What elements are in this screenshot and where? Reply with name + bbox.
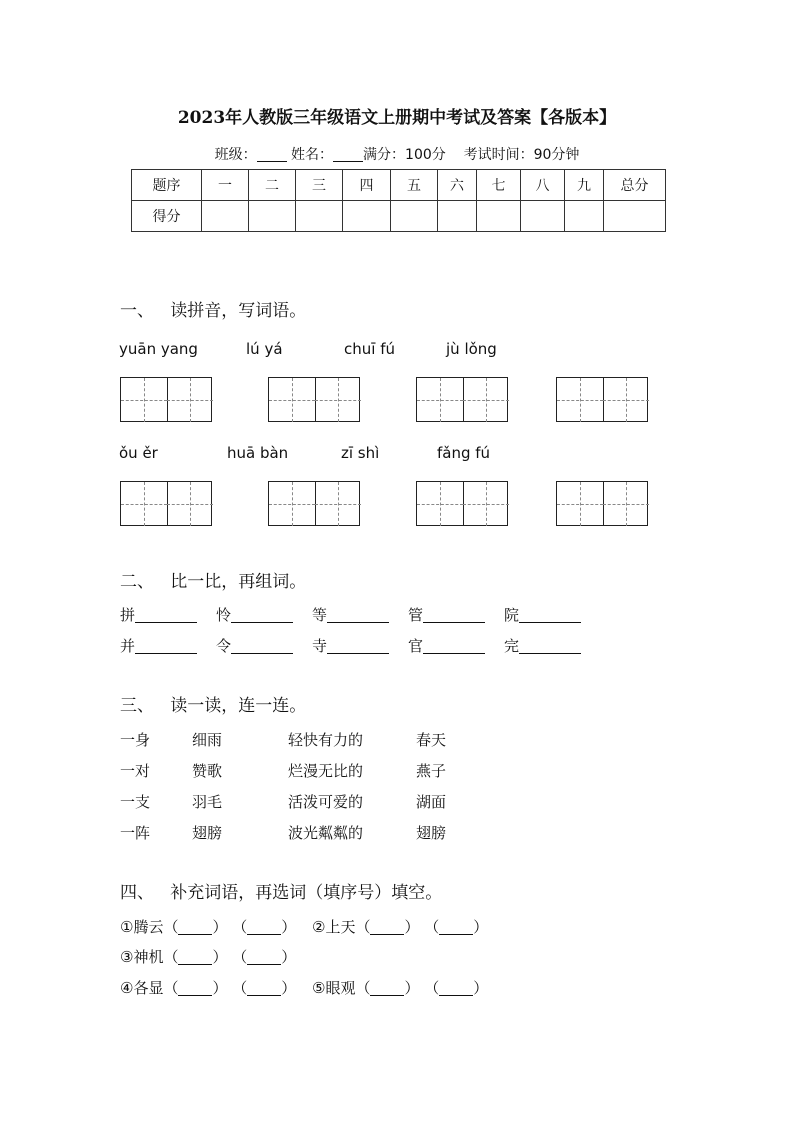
match-word[interactable]: 波光粼粼的 xyxy=(288,824,364,842)
page-title: 2023年人教版三年级语文上册期中考试及答案【各版本】 xyxy=(177,108,617,128)
score-header-cell: 二 xyxy=(249,170,296,201)
compare-char: 拼 xyxy=(120,606,136,624)
compare-char: 管 xyxy=(408,606,424,624)
answer-blank[interactable] xyxy=(247,920,281,935)
answer-blank[interactable] xyxy=(178,981,212,996)
score-header-cell: 五 xyxy=(391,170,438,201)
compare-char: 等 xyxy=(312,606,328,624)
compare-char: 怜 xyxy=(216,606,232,624)
score-header-cell: 总分 xyxy=(604,170,666,201)
score-header-cell: 九 xyxy=(565,170,604,201)
pinyin-label: chuī fú xyxy=(344,340,395,358)
score-header-cell: 八 xyxy=(521,170,565,201)
word-compare-item xyxy=(120,635,197,656)
match-word[interactable]: 翅膀 xyxy=(192,824,223,842)
answer-blank[interactable] xyxy=(327,608,389,623)
idiom-item: ④各显（ ） （ ） xyxy=(120,979,297,997)
score-cell[interactable] xyxy=(296,201,343,232)
score-header-cell: 四 xyxy=(343,170,391,201)
pinyin-label: ǒu ěr xyxy=(119,444,158,462)
section-3-heading xyxy=(120,691,306,716)
idiom-item: ③神机（ ） （ ） xyxy=(120,948,297,966)
answer-blank[interactable] xyxy=(231,608,293,623)
writing-box[interactable] xyxy=(120,481,212,526)
pinyin-label: huā bàn xyxy=(227,444,289,462)
class-label: 班级： xyxy=(214,147,257,163)
answer-blank[interactable] xyxy=(439,981,473,996)
match-word[interactable]: 轻快有力的 xyxy=(288,731,364,749)
score-cell[interactable] xyxy=(391,201,438,232)
section-number: 四、 xyxy=(120,883,154,903)
word-compare-item xyxy=(120,604,197,625)
answer-blank[interactable] xyxy=(178,950,212,965)
section-number: 三、 xyxy=(120,696,154,716)
score-cell[interactable] xyxy=(202,201,249,232)
answer-blank[interactable] xyxy=(135,608,197,623)
match-word[interactable]: 一支 xyxy=(120,793,151,811)
score-header-cell: 三 xyxy=(296,170,343,201)
match-word[interactable]: 一阵 xyxy=(120,824,151,842)
score-cell[interactable] xyxy=(604,201,666,232)
section-number: 一、 xyxy=(120,301,154,321)
answer-blank[interactable] xyxy=(231,639,293,654)
match-word[interactable]: 烂漫无比的 xyxy=(288,762,364,780)
word-compare-item xyxy=(216,604,293,625)
score-table xyxy=(131,169,666,232)
full-score: 满分：100分 xyxy=(363,147,446,163)
idiom-item: ⑤眼观（ ） （ ） xyxy=(312,979,489,997)
writing-box[interactable] xyxy=(268,377,360,422)
score-cell[interactable] xyxy=(438,201,477,232)
match-word[interactable]: 湖面 xyxy=(416,793,447,811)
answer-blank[interactable] xyxy=(370,981,404,996)
section-2-heading xyxy=(120,567,306,592)
score-row-label: 得分 xyxy=(132,201,202,232)
word-compare-item xyxy=(312,635,389,656)
idiom-prefix: ②上天 xyxy=(312,918,356,936)
section-number: 二、 xyxy=(120,572,154,592)
compare-char: 官 xyxy=(408,637,424,655)
score-header-cell: 一 xyxy=(202,170,249,201)
section-4-heading xyxy=(120,878,442,903)
compare-char: 院 xyxy=(504,606,520,624)
match-word[interactable]: 赞歌 xyxy=(192,762,223,780)
score-table-score-row xyxy=(132,201,666,232)
pinyin-label: lú yá xyxy=(246,340,283,358)
compare-char: 寺 xyxy=(312,637,328,655)
word-compare-item xyxy=(216,635,293,656)
pinyin-label: zī shì xyxy=(341,444,380,462)
word-compare-item xyxy=(408,604,485,625)
match-word[interactable]: 燕子 xyxy=(416,762,447,780)
word-compare-item xyxy=(504,604,581,625)
exam-info xyxy=(0,144,794,164)
section-1-heading xyxy=(120,296,306,321)
answer-blank[interactable] xyxy=(439,920,473,935)
idiom-prefix: ①腾云 xyxy=(120,918,164,936)
idiom-prefix: ④各显 xyxy=(120,979,164,997)
answer-blank[interactable] xyxy=(519,608,581,623)
compare-char: 完 xyxy=(504,637,520,655)
score-cell[interactable] xyxy=(477,201,521,232)
score-header-cell: 六 xyxy=(438,170,477,201)
match-word[interactable]: 活泼可爱的 xyxy=(288,793,364,811)
section-title: 读一读，连一连。 xyxy=(170,696,307,716)
name-label: 姓名： xyxy=(291,147,334,163)
exam-time: 考试时间：90分钟 xyxy=(463,147,580,163)
word-compare-item xyxy=(408,635,485,656)
score-header-cell: 七 xyxy=(477,170,521,201)
answer-blank[interactable] xyxy=(327,639,389,654)
writing-box[interactable] xyxy=(268,481,360,526)
match-word[interactable]: 翅膀 xyxy=(416,824,447,842)
idiom-prefix: ⑤眼观 xyxy=(312,979,356,997)
section-title: 比一比，再组词。 xyxy=(170,572,307,592)
compare-char: 并 xyxy=(120,637,136,655)
writing-box[interactable] xyxy=(416,377,508,422)
word-compare-item xyxy=(504,635,581,656)
section-title: 补充词语，再选词（填序号）填空。 xyxy=(170,883,443,903)
score-cell[interactable] xyxy=(343,201,391,232)
answer-blank[interactable] xyxy=(370,920,404,935)
score-cell[interactable] xyxy=(521,201,565,232)
idiom-item: ②上天（ ） （ ） xyxy=(312,918,489,936)
match-word[interactable]: 一对 xyxy=(120,762,151,780)
class-field[interactable] xyxy=(257,147,287,162)
answer-blank[interactable] xyxy=(423,608,485,623)
score-header-cell: 题序 xyxy=(132,170,202,201)
compare-char: 令 xyxy=(216,637,232,655)
score-table-header-row xyxy=(132,170,666,201)
answer-blank[interactable] xyxy=(519,639,581,654)
match-word[interactable]: 细雨 xyxy=(192,731,223,749)
pinyin-label: yuān yang xyxy=(119,340,198,358)
writing-box[interactable] xyxy=(556,377,648,422)
score-cell[interactable] xyxy=(249,201,296,232)
idiom-prefix: ③神机 xyxy=(120,948,164,966)
writing-box[interactable] xyxy=(120,377,212,422)
answer-blank[interactable] xyxy=(247,950,281,965)
score-cell[interactable] xyxy=(565,201,604,232)
match-word[interactable]: 羽毛 xyxy=(192,793,223,811)
match-word[interactable]: 一身 xyxy=(120,731,151,749)
name-field[interactable] xyxy=(333,147,363,162)
pinyin-label: fǎng fú xyxy=(437,444,491,462)
idiom-item: ①腾云（ ） （ ） xyxy=(120,918,297,936)
match-word[interactable]: 春天 xyxy=(416,731,447,749)
pinyin-label: jù lǒng xyxy=(446,340,497,358)
writing-box[interactable] xyxy=(416,481,508,526)
answer-blank[interactable] xyxy=(178,920,212,935)
answer-blank[interactable] xyxy=(247,981,281,996)
writing-box[interactable] xyxy=(556,481,648,526)
section-title: 读拼音，写词语。 xyxy=(170,301,307,321)
answer-blank[interactable] xyxy=(423,639,485,654)
answer-blank[interactable] xyxy=(135,639,197,654)
word-compare-item xyxy=(312,604,389,625)
